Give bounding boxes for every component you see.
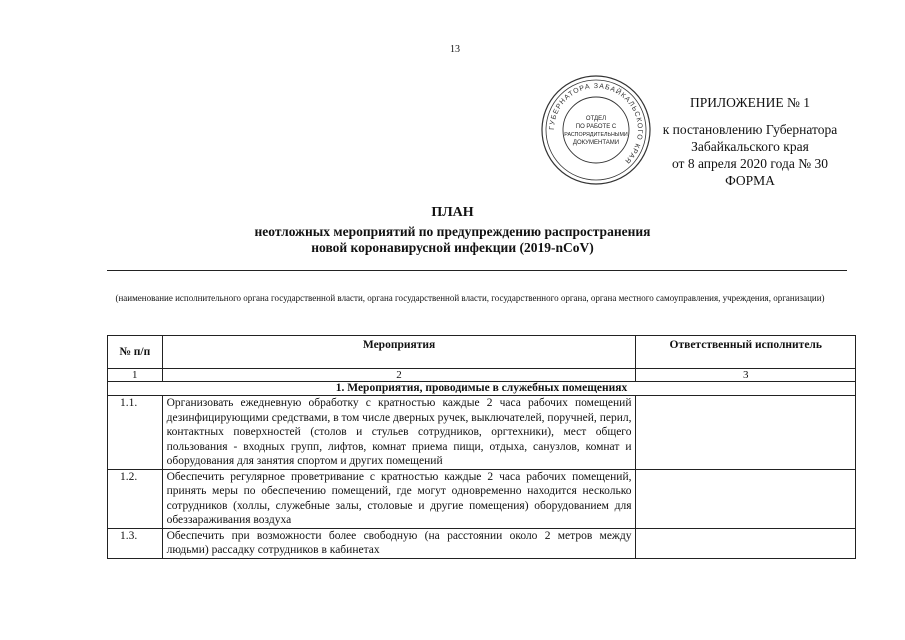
organization-fill-line <box>107 270 847 271</box>
stamp-ring-text: ГУБЕРНАТОРА ЗАБАЙКАЛЬСКОГО КРАЯ <box>548 82 644 165</box>
row-number: 1.2. <box>108 469 163 528</box>
appendix-line-2: к постановлению Губернатора <box>662 122 838 137</box>
row-responsible <box>636 396 856 470</box>
table-header-row <box>108 336 856 369</box>
column-number-1: 1 <box>108 369 163 382</box>
page-number: 13 <box>450 44 460 55</box>
row-number: 1.3. <box>108 528 163 558</box>
header-measures: Мероприятия <box>162 336 636 369</box>
appendix-form-label: ФОРМА <box>725 173 775 188</box>
plan-subtitle-1: неотложных мероприятий по предупреждению распространения <box>254 224 651 239</box>
table-row <box>108 528 856 558</box>
plan-subtitle-2: новой коронавирусной инфекции (2019-nCoV) <box>311 240 594 255</box>
appendix-line-4: от 8 апреля 2020 года № 30 <box>671 156 828 171</box>
stamp-line-1: ОТДЕЛ <box>585 116 607 122</box>
row-responsible <box>636 528 856 558</box>
column-numbers-row <box>108 369 856 382</box>
row-measure-text: Обеспечить при возможности более свободную (на расстоянии около 2 метров между людьми) рассадку сотрудников в кабинетах <box>162 528 636 558</box>
stamp-line-3: РАСПОРЯДИТЕЛЬНЫМИ <box>564 132 628 138</box>
column-number-3: 3 <box>636 369 856 382</box>
row-measure-text: Организовать ежедневную обработку с кратностью каждые 2 часа рабочих помещений дезинфицирующими средствами, в том числе дверных ручек, выключателей, поручней, перил, контактных поверхностей (столов и стульев сотрудников, оргтехники), мест общего пользования - входных групп, лифтов, комнат приема пищи, отдыха, санузлов, комнат и оборудования для занятия спортом и других помещений <box>162 396 636 470</box>
row-number: 1.1. <box>108 396 163 470</box>
plan-title: ПЛАН <box>431 205 474 220</box>
row-measure-text: Обеспечить регулярное проветривание с кратностью каждые 2 часа рабочих помещений, принять меры по обеспечению помещений, где могут одновременно находится несколько сотрудников (холлы, служебные залы, столовые и другие помещения) оборудованием для обеззараживания воздуха <box>162 469 636 528</box>
appendix-line-3: Забайкальского края <box>691 139 809 154</box>
measures-table <box>107 335 856 559</box>
header-responsible: Ответственный исполнитель <box>636 336 856 369</box>
stamp-line-4: ДОКУМЕНТАМИ <box>572 140 620 146</box>
organization-caption: (наименование исполнительного органа государственной власти, органа государственной власти, государственного органа, органа местного самоуправления, учреждения, организации) <box>115 293 825 303</box>
table-row <box>108 396 856 470</box>
section-row <box>108 382 856 396</box>
header-number: № п/п <box>108 336 163 369</box>
stamp-line-2: ПО РАБОТЕ С <box>575 124 617 130</box>
table-row <box>108 469 856 528</box>
column-number-2: 2 <box>162 369 636 382</box>
row-responsible <box>636 469 856 528</box>
appendix-title: ПРИЛОЖЕНИЕ № 1 <box>689 95 811 110</box>
section-title: 1. Мероприятия, проводимые в служебных помещениях <box>108 382 856 396</box>
